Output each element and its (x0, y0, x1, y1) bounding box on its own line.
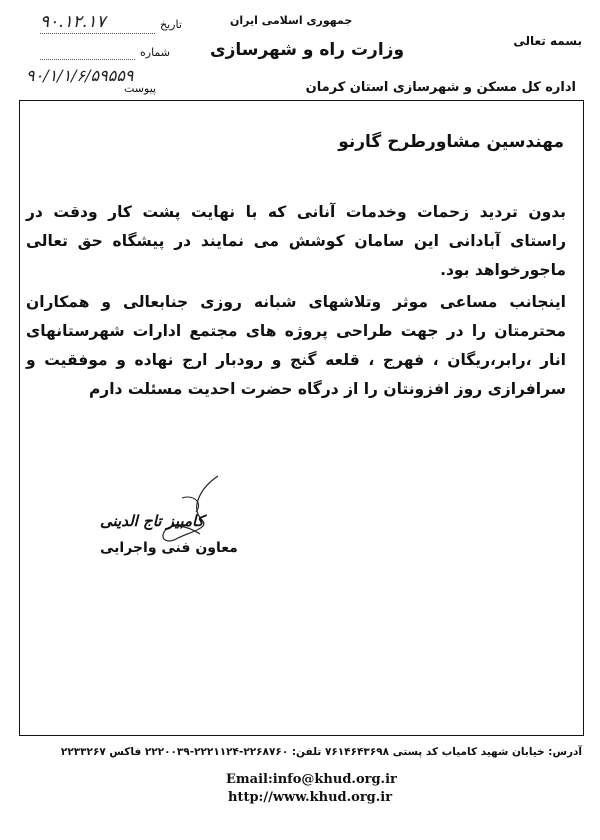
signer-title: معاون فنی واجرایی (100, 540, 238, 556)
country-name: جمهوری اسلامی ایران (230, 14, 353, 27)
attachment-label: پیوست (124, 82, 157, 95)
number-dotted-line (40, 58, 135, 60)
number-value: ۹۰/۱/۱/۶/۵۹۵۵۹ (26, 66, 134, 85)
office-name: اداره کل مسکن و شهرسازی استان کرمان (305, 80, 576, 95)
paragraph-1: بدون تردید زحمات وخدمات آنانی که با نهایت پشت کار ودقت در راستای آبادانی این سامان کوشش می نمایند در پیشگاه حق تعالی ماجورخواهد بود. (26, 203, 566, 279)
paragraph-2: اینجانب مساعی موثر وتلاشهای شبانه روزی جنابعالی و همکاران محترمتان را در جهت طراحی پروژه های مجتمع ادارات شهرستانهای انار ،رابر،ریگان ، فهرج ، قلعه گنج و رودبار ارج نهاده و موفقیت و سرافرازی روز افزونتان را از درگاه حضرت احدیت مسئلت دارم (26, 293, 566, 398)
date-value: ۹۰.۱۲.۱۷ (40, 12, 106, 32)
number-label: شماره (140, 46, 171, 59)
date-label: تاریخ (160, 18, 182, 31)
email: Email:info@khud.org.ir (226, 772, 397, 787)
ministry-name: وزارت راه و شهرسازی (210, 40, 405, 60)
signer-name: کامبیز تاج الدینی (100, 512, 204, 530)
basmala: بسمه تعالی (513, 34, 582, 48)
website: http://www.khud.org.ir (228, 790, 393, 805)
date-dotted-line (40, 32, 155, 34)
recipient: مهندسین مشاورطرح گارنو (338, 132, 564, 152)
address: آدرس: خیابان شهید کامیاب کد پستی ۷۶۱۴۶۴۳۶۹۸ تلفن: ۲۲۶۸۷۶۰-۲۲۲۱۱۲۴-۲۲۲۰۰۳۹ فاکس ۲۲۳۳۲۶۷ (60, 746, 582, 758)
letter-body-frame (19, 100, 584, 736)
